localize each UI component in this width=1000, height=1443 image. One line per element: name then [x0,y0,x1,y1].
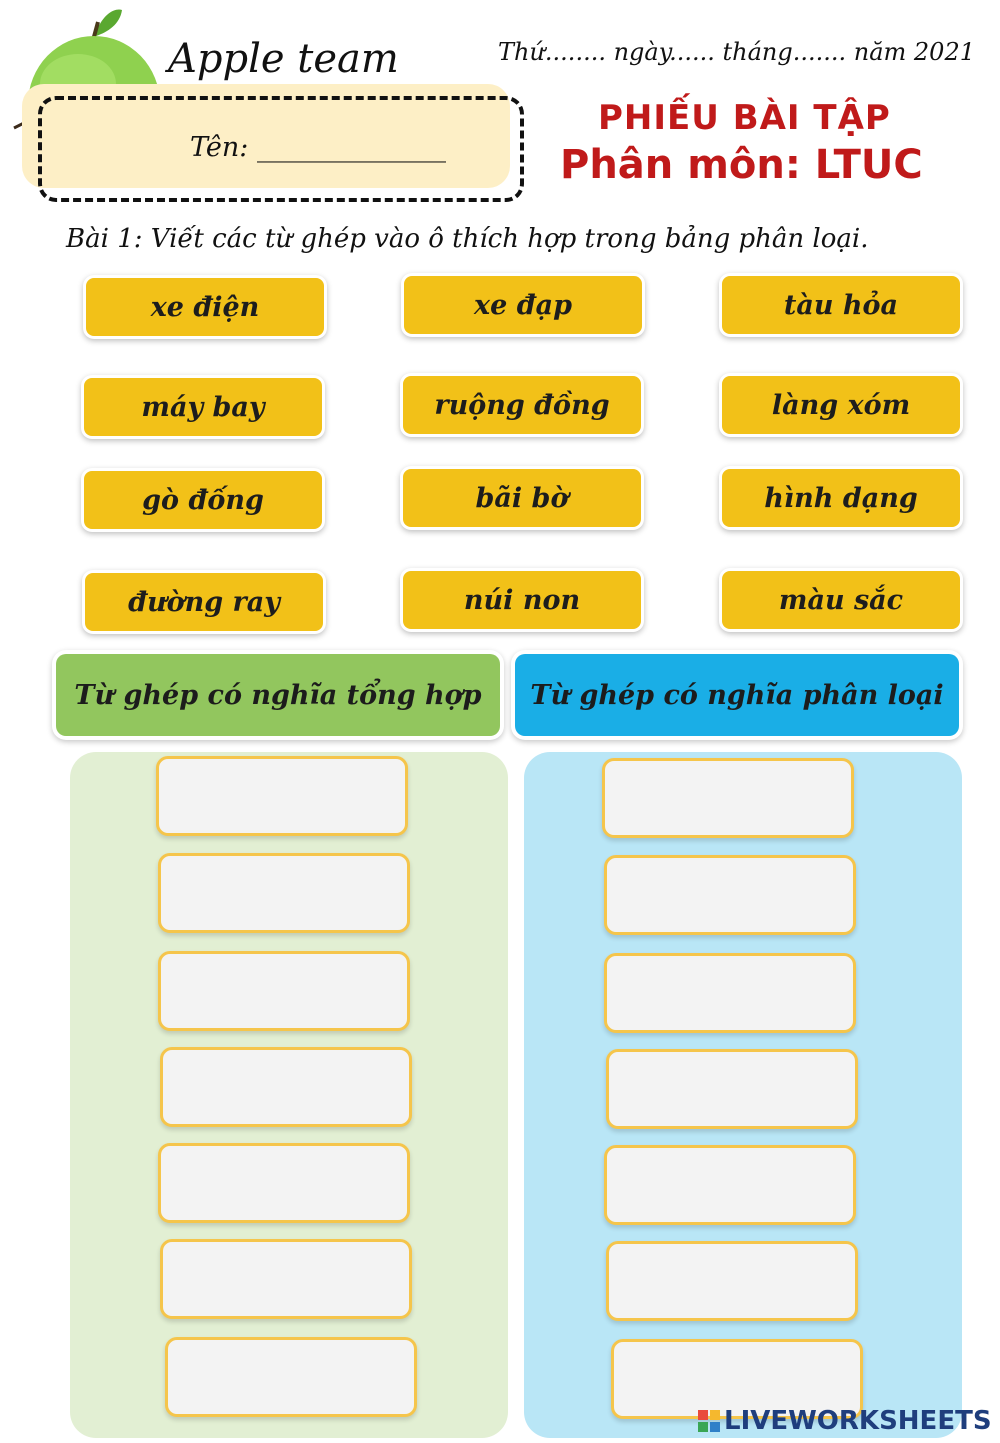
word-tile[interactable]: núi non [403,571,641,629]
specific-answer-slot[interactable] [606,1049,858,1129]
liveworksheets-logo-icon [698,1410,720,1432]
general-answer-slot[interactable] [156,756,408,836]
word-tile[interactable]: làng xóm [722,376,960,434]
general-answer-slot[interactable] [158,951,410,1031]
word-tile[interactable]: ruộng đồng [403,376,641,434]
exercise-instruction: Bài 1: Viết các từ ghép vào ô thích hợp trong bảng phân loại. [66,224,869,254]
brand-text: LIVEWORKSHEETS [724,1406,992,1436]
liveworksheets-brand [698,1406,992,1436]
subject-title: Phân môn: LTUC [560,142,923,188]
word-tile[interactable]: tàu hỏa [722,276,960,334]
general-answer-slot[interactable] [158,853,410,933]
word-tile[interactable]: đường ray [85,573,323,631]
general-answer-slot[interactable] [160,1239,412,1319]
word-tile[interactable]: hình dạng [722,469,960,527]
word-tile[interactable]: gò đống [84,471,322,529]
specific-answer-slot[interactable] [604,855,856,935]
word-tile[interactable]: xe đạp [404,276,642,334]
specific-answer-slot[interactable] [604,1145,856,1225]
specific-answer-slot[interactable] [602,758,854,838]
general-answer-slot[interactable] [165,1337,417,1417]
category-general-header: Từ ghép có nghĩa tổng hợp [56,654,500,736]
word-tile[interactable]: màu sắc [722,571,960,629]
team-title: Apple team [168,36,399,82]
sheet-title: PHIẾU BÀI TẬP [598,98,891,138]
name-field[interactable]: Tên: ______________ [190,132,446,163]
category-specific-header: Từ ghép có nghĩa phân loại [515,654,959,736]
word-tile[interactable]: xe điện [86,278,324,336]
word-tile[interactable]: bãi bờ [403,469,641,527]
general-answer-slot[interactable] [160,1047,412,1127]
general-answer-slot[interactable] [158,1143,410,1223]
specific-answer-slot[interactable] [604,953,856,1033]
date-line: Thứ........ ngày...... tháng....... năm 2021 [498,38,975,66]
word-tile[interactable]: máy bay [84,378,322,436]
specific-answer-slot[interactable] [606,1241,858,1321]
